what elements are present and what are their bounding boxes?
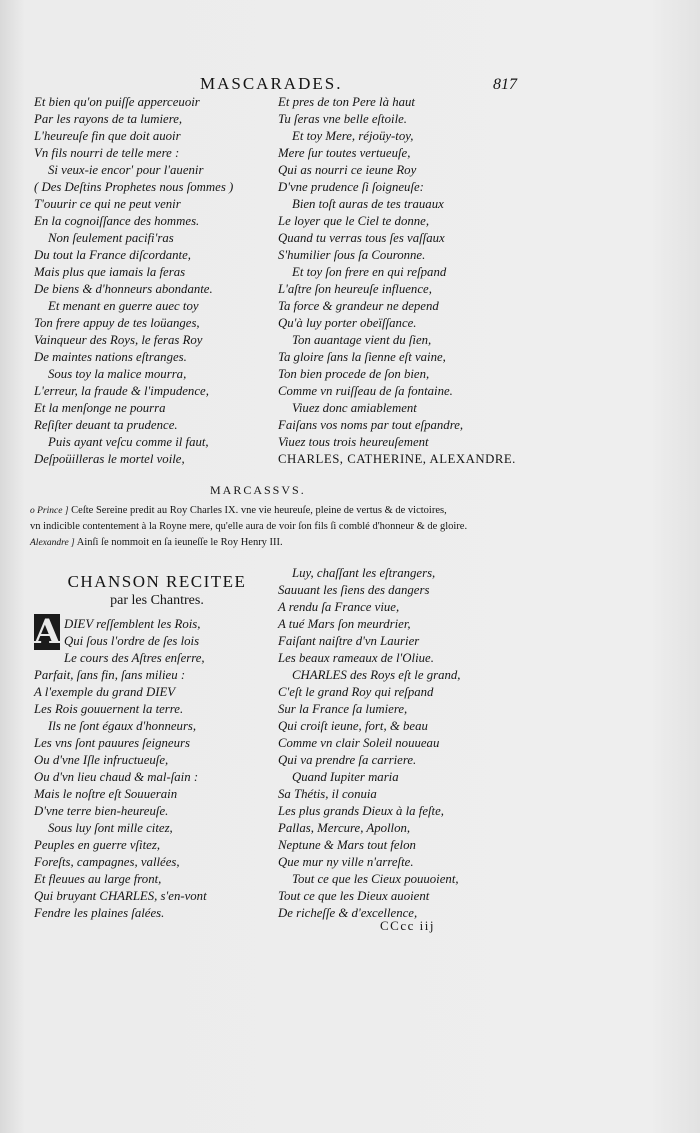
verse-line: Qu'à luy porter obeïſſance. — [278, 316, 417, 330]
verse-line: S'humilier ſous ſa Couronne. — [278, 248, 426, 262]
verse-line: Ou d'vn lieu chaud & mal-ſain : — [34, 770, 199, 784]
verse-line: C'eſt le grand Roy qui reſpand — [278, 685, 434, 699]
verse-line: CHARLES, CATHERINE, ALEXANDRE. — [278, 452, 516, 466]
verse-left-column — [34, 94, 274, 468]
verse-line: Mais plus que iamais la feras — [34, 265, 186, 279]
verse-right-column — [278, 94, 518, 468]
verse-line: T'ouurir ce qui ne peut venir — [34, 197, 181, 211]
note-tag: o Prince ] — [30, 506, 69, 516]
verse-line: A tué Mars ſon meurdrier, — [278, 617, 411, 631]
verse-line: Qui ſous l'ordre de ſes lois — [64, 634, 200, 648]
verse-line: Du tout la France diſcordante, — [34, 248, 191, 262]
verse-line: Sauuant les ſiens des dangers — [278, 583, 430, 597]
verse-line: Vn fils nourri de telle mere : — [34, 146, 180, 160]
verse-line: Qui va prendre ſa carriere. — [278, 753, 417, 767]
verse-line: Et toy Mere, réjoüy-toy, — [292, 129, 414, 143]
verse-line: Sous toy la malice mourra, — [48, 367, 187, 381]
verse-line: Comme vn clair Soleil nouueau — [278, 736, 440, 750]
verse-line: A rendu ſa France viue, — [278, 600, 400, 614]
chanson-left-column — [34, 612, 274, 922]
verse-line: De richeſſe & d'excellence, — [278, 906, 418, 920]
chanson-right-column — [278, 565, 518, 922]
verse-line: Fendre les plaines ſalées. — [34, 906, 165, 920]
verse-line: Qui as nourri ce ieune Roy — [278, 163, 417, 177]
verse-line: Les Rois gouuernent la terre. — [34, 702, 184, 716]
verse-line: Et fleuues au large front, — [34, 872, 162, 886]
note-text: Ainſi ſe nommoit en ſa ieuneſſe le Roy Henry III. — [74, 537, 283, 548]
verse-line: Sous luy ſont mille citez, — [48, 821, 173, 835]
verse-line: Luy, chaſſant les eſtrangers, — [292, 566, 436, 580]
drop-cap-initial: A — [34, 612, 61, 652]
verse-line: A l'exemple du grand DIEV — [34, 685, 176, 699]
verse-line: CHARLES des Roys eſt le grand, — [292, 668, 461, 682]
verse-line: Et toy ſon frere en qui reſpand — [292, 265, 447, 279]
verse-line: Tout ce que les Dieux auoient — [278, 889, 430, 903]
note-line — [30, 535, 520, 551]
verse-line: Foreſts, campagnes, vallées, — [34, 855, 180, 869]
verse-line: Que mur ny ville n'arreſte. — [278, 855, 414, 869]
verse-line: Et menant en guerre auec toy — [48, 299, 199, 313]
verse-line: L'aſtre ſon heureuſe influence, — [278, 282, 432, 296]
verse-line: Neptune & Mars tout felon — [278, 838, 416, 852]
verse-line: Non ſeulement pacifi'ras — [48, 231, 174, 245]
verse-line: Viuez donc amiablement — [292, 401, 417, 415]
verse-line: Deſpoüilleras le mortel voile, — [34, 452, 185, 466]
verse-line: Le loyer que le Ciel te donne, — [278, 214, 430, 228]
verse-line: Faiſans vos noms par tout eſpandre, — [278, 418, 464, 432]
verse-line: Viuez tous trois heureuſement — [278, 435, 429, 449]
verse-line: Quand tu verras tous ſes vaſſaux — [278, 231, 445, 245]
verse-line: Ils ne ſont égaux d'honneurs, — [48, 719, 197, 733]
note-text: vn indicible contentement à la Royne mere, qu'elle aura de voir ſon fils ſi comblé d'honneur & de gloire. — [30, 521, 468, 532]
verse-line: Par les rayons de ta lumiere, — [34, 112, 183, 126]
note-text: Ceſte Sereine predit au Roy Charles IX. vne vie heureuſe, pleine de vertus & de victoires, — [68, 505, 447, 516]
verse-line: Vainqueur des Roys, le feras Roy — [34, 333, 203, 347]
running-title: MASCARADES. — [200, 74, 343, 93]
verse-line: Qui croiſt ieune, fort, & beau — [278, 719, 428, 733]
verse-line: D'vne terre bien-heureuſe. — [34, 804, 169, 818]
verse-line: Sur la France ſa lumiere, — [278, 702, 408, 716]
verse-line: Qui bruyant CHARLES, s'en-vont — [34, 889, 207, 903]
verse-line: Faiſant naiſtre d'vn Laurier — [278, 634, 420, 648]
verse-line: Les plus grands Dieux à la feſte, — [278, 804, 444, 818]
verse-line: Et la menſonge ne pourra — [34, 401, 166, 415]
verse-line: Et pres de ton Pere là haut — [278, 95, 415, 109]
verse-line: Ton bien procede de ſon bien, — [278, 367, 430, 381]
verse-line: Reſiſter deuant ta prudence. — [34, 418, 178, 432]
verse-line: De maintes nations eſtranges. — [34, 350, 187, 364]
verse-line: Ta gloire ſans la ſienne eſt vaine, — [278, 350, 446, 364]
verse-line: Ta force & grandeur ne depend — [278, 299, 439, 313]
verse-line: Puis ayant veſcu comme il faut, — [48, 435, 209, 449]
marginal-notes — [30, 503, 520, 551]
verse-line: L'erreur, la fraude & l'impudence, — [34, 384, 209, 398]
verse-line: De biens & d'honneurs abondante. — [34, 282, 213, 296]
verse-line: Pallas, Mercure, Apollon, — [278, 821, 411, 835]
page-number: 817 — [493, 76, 517, 93]
verse-line: Les beaux rameaux de l'Oliue. — [278, 651, 434, 665]
speaker-name: MARCASSVS. — [210, 483, 306, 497]
verse-line: Peuples en guerre vſitez, — [34, 838, 161, 852]
verse-line: ( Des Deſtins Prophetes nous ſommes ) — [34, 180, 234, 194]
chanson-subtitle: par les Chantres. — [110, 593, 204, 608]
verse-line: Ton frere appuy de tes loüanges, — [34, 316, 200, 330]
verse-line: Ou d'vne Iſle infructueuſe, — [34, 753, 169, 767]
verse-line: Ton auantage vient du ſien, — [292, 333, 432, 347]
verse-line: Mere ſur toutes vertueuſe, — [278, 146, 411, 160]
verse-line: Parfait, ſans fin, ſans milieu : — [34, 668, 186, 682]
verse-line: Le cours des Aſtres enſerre, — [64, 651, 205, 665]
verse-line: Mais le noſtre eſt Souuerain — [34, 787, 178, 801]
chanson-title: CHANSON RECITEE — [67, 572, 247, 591]
verse-line: DIEV reſſemblent les Rois, — [64, 617, 201, 631]
verse-line: Les vns ſont pauures ſeigneurs — [34, 736, 190, 750]
verse-line: Bien toſt auras de tes trauaux — [292, 197, 444, 211]
verse-line: Et bien qu'on puiſſe apperceuoir — [34, 95, 200, 109]
verse-line: Sa Thétis, il conuia — [278, 787, 377, 801]
note-line — [30, 519, 520, 535]
verse-line: En la cognoiſſance des hommes. — [34, 214, 200, 228]
verse-line: Si veux-ie encor' pour l'auenir — [48, 163, 204, 177]
verse-line: D'vne prudence ſi ſoigneuſe: — [278, 180, 424, 194]
note-tag: Alexandre ] — [30, 538, 75, 548]
verse-line: Comme vn ruiſſeau de ſa fontaine. — [278, 384, 453, 398]
verse-line: Tout ce que les Cieux pouuoient, — [292, 872, 459, 886]
note-line — [30, 503, 520, 519]
signature-mark: CCcc iij — [380, 918, 435, 933]
verse-line: Tu ſeras vne belle eſtoile. — [278, 112, 408, 126]
verse-line: L'heureuſe fin que doit auoir — [34, 129, 181, 143]
verse-line: Quand Iupiter maria — [292, 770, 399, 784]
